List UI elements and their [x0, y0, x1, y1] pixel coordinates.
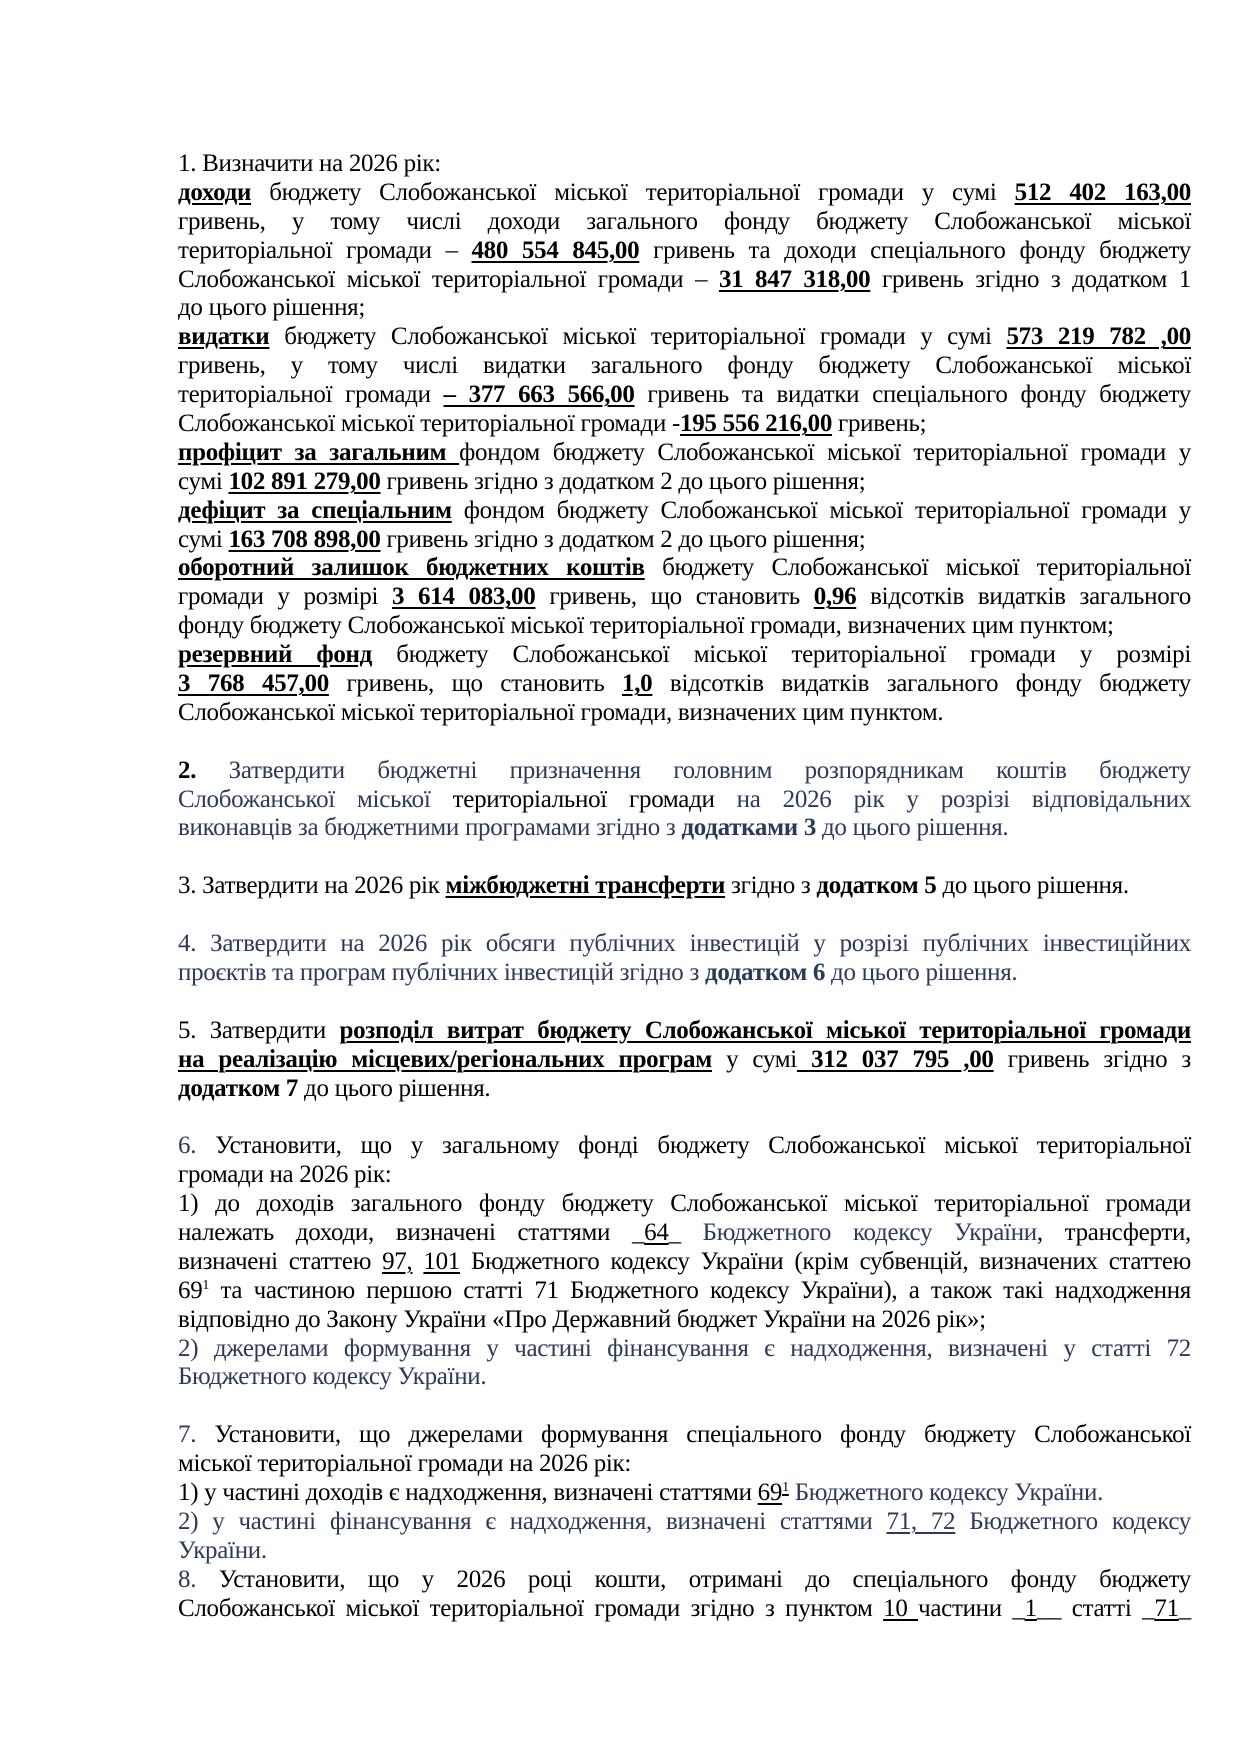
text-run: до цього рішення; — [178, 294, 366, 322]
emphasized-text: дефіцит за спеціальним — [178, 496, 452, 524]
emphasized-text: 71, 72 — [886, 1507, 956, 1535]
text-run: бюджету Слобожанської міської територіальної громади у розмірі — [372, 641, 1191, 669]
emphasized-text: 71 — [1154, 1594, 1179, 1622]
text-run: Установити, що у загальному фонді бюджету Слобожанської міської територіальної — [196, 1132, 1191, 1160]
text-run: 3. Затвердити на 2026 рік — [178, 872, 446, 900]
document-page — [178, 150, 1191, 1623]
text-line — [178, 1537, 1191, 1566]
text-run: додатками 3 — [681, 814, 817, 842]
text-line — [178, 1017, 1191, 1046]
text-run: згідно з — [725, 872, 817, 900]
text-run: до цього рішення. — [825, 958, 1018, 986]
text-run: Бюджетного кодексу України. — [788, 1478, 1104, 1506]
emphasized-text: 64 — [644, 1218, 669, 1246]
text-run: 2. — [178, 756, 197, 784]
text-line — [178, 439, 1191, 468]
text-line — [178, 497, 1191, 526]
text-line — [178, 959, 1191, 988]
text-run: на 2026 рік у розрізі відповідальних — [714, 785, 1191, 813]
emphasized-text: 512 402 163,00 — [1014, 178, 1191, 206]
text-line — [178, 1277, 1191, 1306]
text-run: Слобожанської міської — [178, 785, 453, 813]
emphasized-text: 97, — [382, 1247, 413, 1275]
emphasized-text: 195 556 216,00 — [680, 410, 833, 438]
text-run: Слобожанської міської територіальної громади, визначених цим пунктом. — [178, 698, 944, 726]
paragraph-p6 — [178, 1132, 1191, 1392]
text-run: Установити, що джерелами формування спеціального фонду бюджету Слобожанської — [196, 1421, 1191, 1449]
text-run: гривень та доходи спеціального фонду бюджету — [639, 236, 1191, 264]
text-line — [178, 526, 1191, 555]
emphasized-text: на реалізацію місцевих/регіональних програм — [178, 1045, 712, 1073]
text-run: гривень згідно з додатком 2 до цього рішення; — [380, 467, 866, 495]
text-run: 8. — [178, 1565, 197, 1593]
text-line — [178, 757, 1191, 786]
text-run: гривень, що становить — [328, 670, 622, 698]
text-run: 7. — [178, 1421, 197, 1449]
emphasized-text: 31 847 318,00 — [718, 265, 871, 293]
text-run: Слобожанської міської територіальної громади згідно з пунктом — [178, 1594, 884, 1622]
text-line — [178, 410, 1191, 439]
text-run: виконавців за бюджетними програмами згідно з — [178, 814, 682, 842]
emphasized-text: – 377 663 566,00 — [443, 381, 635, 409]
paragraph-spacer — [178, 843, 1191, 872]
text-run: гривень, у тому числі доходи загального фонду бюджету Слобожанської міської — [178, 207, 1191, 235]
text-run: гривень згідно з додатком 1 — [870, 265, 1191, 293]
text-run: фонду бюджету Слобожанської міської територіальної громади, визначених цим пунктом; — [178, 612, 1114, 640]
text-line — [178, 468, 1191, 497]
paragraph-spacer — [178, 1103, 1191, 1132]
text-run: Бюджетного кодексу України (крім субвенцій, визначених статтею — [460, 1247, 1192, 1275]
text-line — [178, 670, 1191, 699]
text-line — [178, 1566, 1191, 1595]
paragraph-spacer — [178, 1392, 1191, 1421]
emphasized-text: 102 891 279,00 — [228, 467, 381, 495]
text-run: __ статті _ — [1036, 1594, 1155, 1622]
text-run: _ — [668, 1218, 703, 1246]
text-run: сумі — [178, 467, 229, 495]
text-line — [178, 1508, 1191, 1537]
text-run: 2) джерелами формування у частині фінансування є надходження, визначені у статті 72 — [178, 1334, 1191, 1362]
text-run: відсотків видатків загального — [856, 583, 1191, 611]
text-run: фондом бюджету Слобожанської міської територіальної громади у — [459, 438, 1191, 466]
text-line — [178, 323, 1191, 352]
text-run: фондом бюджету Слобожанської міської територіальної громади у — [451, 496, 1192, 524]
text-line — [178, 208, 1191, 237]
paragraph-spacer — [178, 988, 1191, 1017]
text-line — [178, 1335, 1191, 1364]
emphasized-text: 101 — [423, 1247, 461, 1275]
text-line — [178, 1248, 1191, 1277]
emphasized-text: 573 219 782 ,00 — [1006, 323, 1191, 351]
emphasized-text: 69 — [757, 1478, 783, 1506]
superscript: 1 — [782, 1479, 789, 1495]
text-line — [178, 554, 1191, 583]
text-run: громади у розмірі — [178, 583, 392, 611]
emphasized-text: 3 614 083,00 — [391, 583, 536, 611]
text-run — [412, 1248, 423, 1275]
emphasized-text: 1 — [1024, 1594, 1037, 1622]
text-line — [178, 1306, 1191, 1335]
text-run: , трансферти, — [1036, 1218, 1192, 1246]
emphasized-text: розподіл витрат бюджету Слобожанської міської територіальної громади — [339, 1016, 1191, 1044]
text-run: громади на 2026 рік: — [178, 1161, 392, 1189]
text-line — [178, 641, 1191, 670]
text-line — [178, 266, 1191, 295]
text-run: Слобожанської міської територіальної громади - — [178, 410, 681, 438]
emphasized-text: оборотний залишок бюджетних коштів — [178, 554, 645, 582]
text-line — [178, 294, 1191, 323]
text-run: 5. Затвердити — [178, 1016, 340, 1044]
text-line — [178, 1075, 1191, 1104]
emphasized-text: 10 — [883, 1594, 919, 1622]
text-run: територіальної громади – — [178, 236, 472, 264]
text-run: 1) до доходів загального фонду бюджету Слобожанської міської територіальної громади — [178, 1190, 1191, 1218]
text-run: Бюджетного кодексу України. — [178, 1363, 487, 1391]
text-run: відсотків видатків загального фонду бюджету — [652, 670, 1191, 698]
paragraph-spacer — [178, 901, 1191, 930]
text-line — [178, 814, 1191, 843]
text-run: визначені статтею — [178, 1247, 383, 1275]
text-run: сумі — [178, 525, 229, 553]
paragraph-p1 — [178, 150, 1191, 728]
paragraph-p7 — [178, 1421, 1191, 1623]
text-run: Установити, що у 2026 році кошти, отримані до спеціального фонду бюджету — [196, 1565, 1191, 1593]
text-run: 6. — [178, 1132, 197, 1160]
text-line — [178, 150, 1191, 179]
text-run: Бюджетного кодексу — [955, 1507, 1191, 1535]
paragraph-p2 — [178, 757, 1191, 844]
text-line — [178, 872, 1191, 901]
text-line — [178, 930, 1191, 959]
text-run: відповідно до Закону України «Про Державний бюджет України на 2026 рік»; — [178, 1305, 986, 1333]
text-run: 4. Затвердити на 2026 рік обсяги публічних інвестицій у розрізі публічних інвестиційних — [178, 930, 1191, 958]
text-run: Затвердити бюджетні призначення головним розпорядникам коштів бюджету — [196, 756, 1191, 784]
emphasized-text: 1,0 — [622, 670, 653, 698]
paragraph-p5 — [178, 1017, 1191, 1104]
text-line — [178, 1595, 1191, 1624]
emphasized-text: 0,96 — [813, 583, 857, 611]
text-run: територіальної громади — [452, 785, 715, 813]
text-run: бюджету Слобожанської міської територіальної громади у сумі — [269, 323, 1007, 351]
paragraph-p3 — [178, 872, 1191, 901]
text-run: бюджету Слобожанської міської територіальної громади у сумі — [251, 178, 1015, 206]
text-run: 2) у частині фінансування є надходження, визначені статтями — [178, 1507, 887, 1535]
text-run: належать доходи, визначені статтями _ — [178, 1218, 645, 1246]
emphasized-text: видатки — [178, 323, 270, 351]
paragraph-p4 — [178, 930, 1191, 988]
text-run: у сумі — [711, 1045, 797, 1073]
text-run: додатком 7 — [178, 1074, 299, 1102]
text-line — [178, 381, 1191, 410]
text-line — [178, 179, 1191, 208]
text-line — [178, 1046, 1191, 1075]
text-line — [178, 1190, 1191, 1219]
text-line — [178, 699, 1191, 728]
text-run: Слобожанської міської територіальної громади – — [178, 265, 719, 293]
superscript: 1 — [202, 1277, 210, 1293]
text-line — [178, 1161, 1191, 1190]
text-run: бюджету Слобожанської міської територіальної — [644, 554, 1191, 582]
text-run: 1. Визначити на 2026 рік: — [178, 150, 441, 177]
text-run: та частиною першою статті 71 Бюджетного кодексу України), а також такі надходження — [209, 1276, 1191, 1304]
text-line — [178, 1132, 1191, 1161]
emphasized-text: міжбюджетні трансферти — [445, 872, 726, 900]
text-line — [178, 1479, 1191, 1508]
text-run: міської територіальної громади на 2026 рік: — [178, 1450, 632, 1478]
text-line — [178, 1450, 1191, 1479]
text-run: гривень згідно з додатком 2 до цього рішення; — [380, 525, 866, 553]
text-run: гривень та видатки спеціального фонду бюджету — [634, 381, 1192, 409]
emphasized-text: резервний фонд — [178, 641, 373, 669]
emphasized-text: 312 037 795 ,00 — [796, 1045, 994, 1073]
emphasized-text: 163 708 898,00 — [228, 525, 381, 553]
text-run: додатком 6 — [704, 958, 826, 986]
text-run: до цього рішення. — [936, 872, 1129, 900]
text-line — [178, 612, 1191, 641]
emphasized-text: доходи — [178, 178, 252, 206]
text-line — [178, 583, 1191, 612]
text-run: гривень, у тому числі видатки загального фонду бюджету Слобожанської міської — [178, 352, 1191, 380]
text-run: гривень згідно з — [993, 1045, 1191, 1073]
text-run: _ — [1178, 1594, 1191, 1622]
text-run: проєктів та програм публічних інвестицій згідно з — [178, 958, 705, 986]
text-line — [178, 1219, 1191, 1248]
text-run: 69 — [178, 1276, 203, 1304]
text-run: України. — [178, 1536, 267, 1564]
text-run: гривень; — [832, 410, 927, 438]
text-run: додатком 5 — [816, 872, 937, 900]
emphasized-text: 3 768 457,00 — [178, 670, 329, 698]
emphasized-text: 480 554 845,00 — [471, 236, 640, 264]
text-run: до цього рішення. — [298, 1074, 491, 1102]
text-line — [178, 237, 1191, 266]
text-line — [178, 1421, 1191, 1450]
text-line — [178, 352, 1191, 381]
text-run: Бюджетного кодексу України — [702, 1218, 1037, 1246]
paragraph-spacer — [178, 728, 1191, 757]
text-run: частини _ — [918, 1594, 1025, 1622]
text-line — [178, 786, 1191, 815]
text-line — [178, 1363, 1191, 1392]
emphasized-text: профіцит за загальним — [178, 438, 460, 466]
text-run: територіальної громади — [178, 381, 444, 409]
text-run: гривень, що становить — [535, 583, 814, 611]
text-run: 1) у частині доходів є надходження, визначені статтями — [178, 1478, 758, 1506]
text-run: до цього рішення. — [816, 814, 1009, 842]
